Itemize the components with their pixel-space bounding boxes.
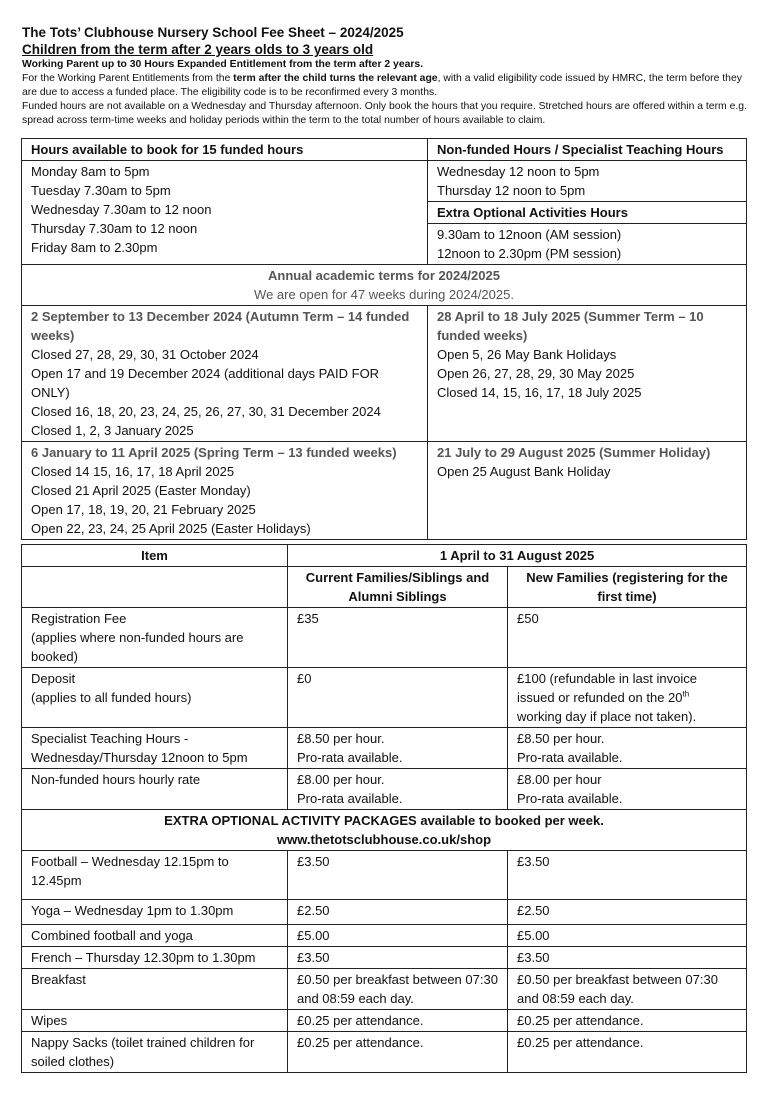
package-current: £0.25 per attendance. [288, 1010, 508, 1032]
list-item: Closed 14 15, 16, 17, 18 April 2025 [31, 464, 235, 479]
fee-rate: £8.50 per hour. [517, 731, 605, 746]
package-new: £2.50 [508, 900, 747, 925]
funded-hours-paragraph: Funded hours are not available on a Wednesday and Thursday afternoon. Only book the hours that you require. Stretched hours are offered within a term e.g. spread across term-time weeks and holiday periods within the term to the total number of hours available to claim. [22, 101, 747, 126]
fee-item-note: (applies to all funded hours) [31, 690, 192, 705]
list-item: 12noon to 2.30pm (PM session) [437, 246, 622, 261]
academic-terms-weeks: We are open for 47 weeks during 2024/2025. [254, 287, 514, 302]
list-item: Thursday 7.30am to 12 noon [31, 221, 198, 236]
non-funded-hours-cell [428, 161, 747, 265]
current-families-header: Current Families/Siblings and Alumni Siblings [288, 567, 508, 608]
hours-terms-table [21, 138, 747, 540]
table-row [22, 925, 747, 947]
summer-term-heading: 28 April to 18 July 2025 (Summer Term – 10 funded weeks) [437, 309, 704, 343]
page-subtitle: Children from the term after 2 years olds to 3 years old [22, 42, 374, 57]
table-row [22, 851, 747, 900]
extra-activities-heading: Extra Optional Activities Hours [428, 202, 746, 224]
list-item: Open 22, 23, 24, 25 April 2025 (Easter Holidays) [31, 521, 311, 536]
table-row [22, 608, 747, 668]
list-item: Closed 1, 2, 3 January 2025 [31, 423, 194, 438]
fee-new [508, 668, 747, 728]
list-item: Open 5, 26 May Bank Holidays [437, 347, 617, 362]
fee-current [288, 769, 508, 810]
fee-new [508, 769, 747, 810]
list-item: Open 17, 18, 19, 20, 21 February 2025 [31, 502, 256, 517]
empty-header-cell [22, 567, 288, 608]
list-item: 9.30am to 12noon (AM session) [437, 227, 622, 242]
table-row [22, 1032, 747, 1073]
list-item: Closed 21 April 2025 (Easter Monday) [31, 483, 251, 498]
new-families-header: New Families (registering for the first time) [508, 567, 747, 608]
non-funded-hours-heading: Non-funded Hours / Specialist Teaching Hours [428, 139, 747, 161]
list-item: Monday 8am to 5pm [31, 164, 150, 179]
package-item: Yoga – Wednesday 1pm to 1.30pm [22, 900, 288, 925]
table-row [22, 728, 747, 769]
fee-new: £50 [508, 608, 747, 668]
fee-item [22, 668, 288, 728]
extra-activities-list [428, 224, 746, 264]
fees-table [21, 544, 747, 1073]
package-current: £3.50 [288, 851, 508, 900]
list-item: Closed 27, 28, 29, 30, 31 October 2024 [31, 347, 259, 362]
package-new: £3.50 [508, 851, 747, 900]
package-current: £0.50 per breakfast between 07:30 and 08:59 each day. [288, 969, 508, 1010]
list-item: Open 25 August Bank Holiday [437, 464, 611, 479]
fee-rate: £8.50 per hour. [297, 731, 385, 746]
fee-item-label: Registration Fee [31, 611, 127, 626]
list-item: Open 26, 27, 28, 29, 30 May 2025 [437, 366, 635, 381]
fee-current: £0 [288, 668, 508, 728]
funded-hours-heading: Hours available to book for 15 funded hours [22, 139, 428, 161]
non-funded-hours-list [428, 161, 746, 202]
summer-term-cell [428, 306, 747, 442]
list-item: Open 17 and 19 December 2024 (additional days PAID FOR ONLY) [31, 366, 380, 400]
page-header [22, 24, 752, 128]
deposit-text-end: working day if place not taken). [517, 709, 697, 724]
package-current: £3.50 [288, 947, 508, 969]
list-item: Thursday 12 noon to 5pm [437, 183, 586, 198]
spring-term-heading: 6 January to 11 April 2025 (Spring Term – 13 funded weeks) [31, 445, 397, 460]
package-item: Football – Wednesday 12.15pm to 12.45pm [22, 851, 288, 900]
package-item: Nappy Sacks (toilet trained children for soiled clothes) [22, 1032, 288, 1073]
deposit-text: £100 (refundable in last invoice issued or refunded on the 20 [517, 671, 697, 705]
package-new: £0.25 per attendance. [508, 1032, 747, 1073]
package-item: Wipes [22, 1010, 288, 1032]
list-item: Wednesday 7.30am to 12 noon [31, 202, 212, 217]
fee-current: £35 [288, 608, 508, 668]
list-item: Closed 16, 18, 20, 23, 24, 25, 26, 27, 30, 31 December 2024 [31, 404, 381, 419]
period-header: 1 April to 31 August 2025 [288, 545, 747, 567]
ordinal-suffix: th [682, 689, 690, 699]
list-item: Closed 14, 15, 16, 17, 18 July 2025 [437, 385, 642, 400]
entitlement-paragraph [22, 72, 752, 100]
funded-hours-list [22, 161, 428, 265]
spring-term-cell [22, 442, 428, 540]
fee-item-label: Deposit [31, 671, 76, 686]
package-new: £0.25 per attendance. [508, 1010, 747, 1032]
academic-terms-banner [22, 265, 747, 306]
fee-note: Pro-rata available. [517, 750, 623, 765]
package-current: £0.25 per attendance. [288, 1032, 508, 1073]
package-new: £0.50 per breakfast between 07:30 and 08:59 each day. [508, 969, 747, 1010]
table-row [22, 900, 747, 925]
fee-item [22, 608, 288, 668]
table-row [22, 769, 747, 810]
para1-text: For the Working Parent Entitlements from the [22, 73, 234, 84]
summer-holiday-cell [428, 442, 747, 540]
table-row [22, 668, 747, 728]
fee-note: Pro-rata available. [297, 791, 403, 806]
package-new: £3.50 [508, 947, 747, 969]
fee-new [508, 728, 747, 769]
para1-bold: term after the child turns the relevant age [233, 73, 438, 84]
para1-text-end: , with a valid eligibility code issued by HMRC, the term before they are due to access a funded place. The eligibility code is to be reconfirmed every 3 months. [22, 73, 742, 98]
list-item: Tuesday 7.30am to 5pm [31, 183, 171, 198]
fee-note: Pro-rata available. [517, 791, 623, 806]
entitlement-heading: Working Parent up to 30 Hours Expanded Entitlement from the term after 2 years. [22, 59, 424, 70]
fee-rate: £8.00 per hour [517, 772, 602, 787]
activity-packages-heading: EXTRA OPTIONAL ACTIVITY PACKAGES available to booked per week. [164, 813, 604, 828]
academic-terms-heading: Annual academic terms for 2024/2025 [268, 268, 500, 283]
shop-link[interactable]: www.thetotsclubhouse.co.uk/shop [276, 832, 492, 847]
autumn-term-cell [22, 306, 428, 442]
fee-item: Non-funded hours hourly rate [22, 769, 288, 810]
package-item: Combined football and yoga [22, 925, 288, 947]
fee-item: Specialist Teaching Hours - Wednesday/Thursday 12noon to 5pm [22, 728, 288, 769]
table-row [22, 969, 747, 1010]
list-item: Friday 8am to 2.30pm [31, 240, 158, 255]
table-row [22, 947, 747, 969]
fee-item-note: (applies where non-funded hours are booked) [31, 630, 244, 664]
autumn-term-heading: 2 September to 13 December 2024 (Autumn Term – 14 funded weeks) [31, 309, 410, 343]
package-current: £2.50 [288, 900, 508, 925]
table-row [22, 1010, 747, 1032]
page-title: The Tots’ Clubhouse Nursery School Fee Sheet – 2024/2025 [22, 25, 404, 40]
package-item: Breakfast [22, 969, 288, 1010]
package-item: French – Thursday 12.30pm to 1.30pm [22, 947, 288, 969]
package-new: £5.00 [508, 925, 747, 947]
fee-note: Pro-rata available. [297, 750, 403, 765]
item-column-header: Item [22, 545, 288, 567]
fee-rate: £8.00 per hour. [297, 772, 385, 787]
fee-current [288, 728, 508, 769]
package-current: £5.00 [288, 925, 508, 947]
activity-packages-banner [22, 810, 747, 851]
summer-holiday-heading: 21 July to 29 August 2025 (Summer Holiday) [437, 445, 711, 460]
list-item: Wednesday 12 noon to 5pm [437, 164, 600, 179]
